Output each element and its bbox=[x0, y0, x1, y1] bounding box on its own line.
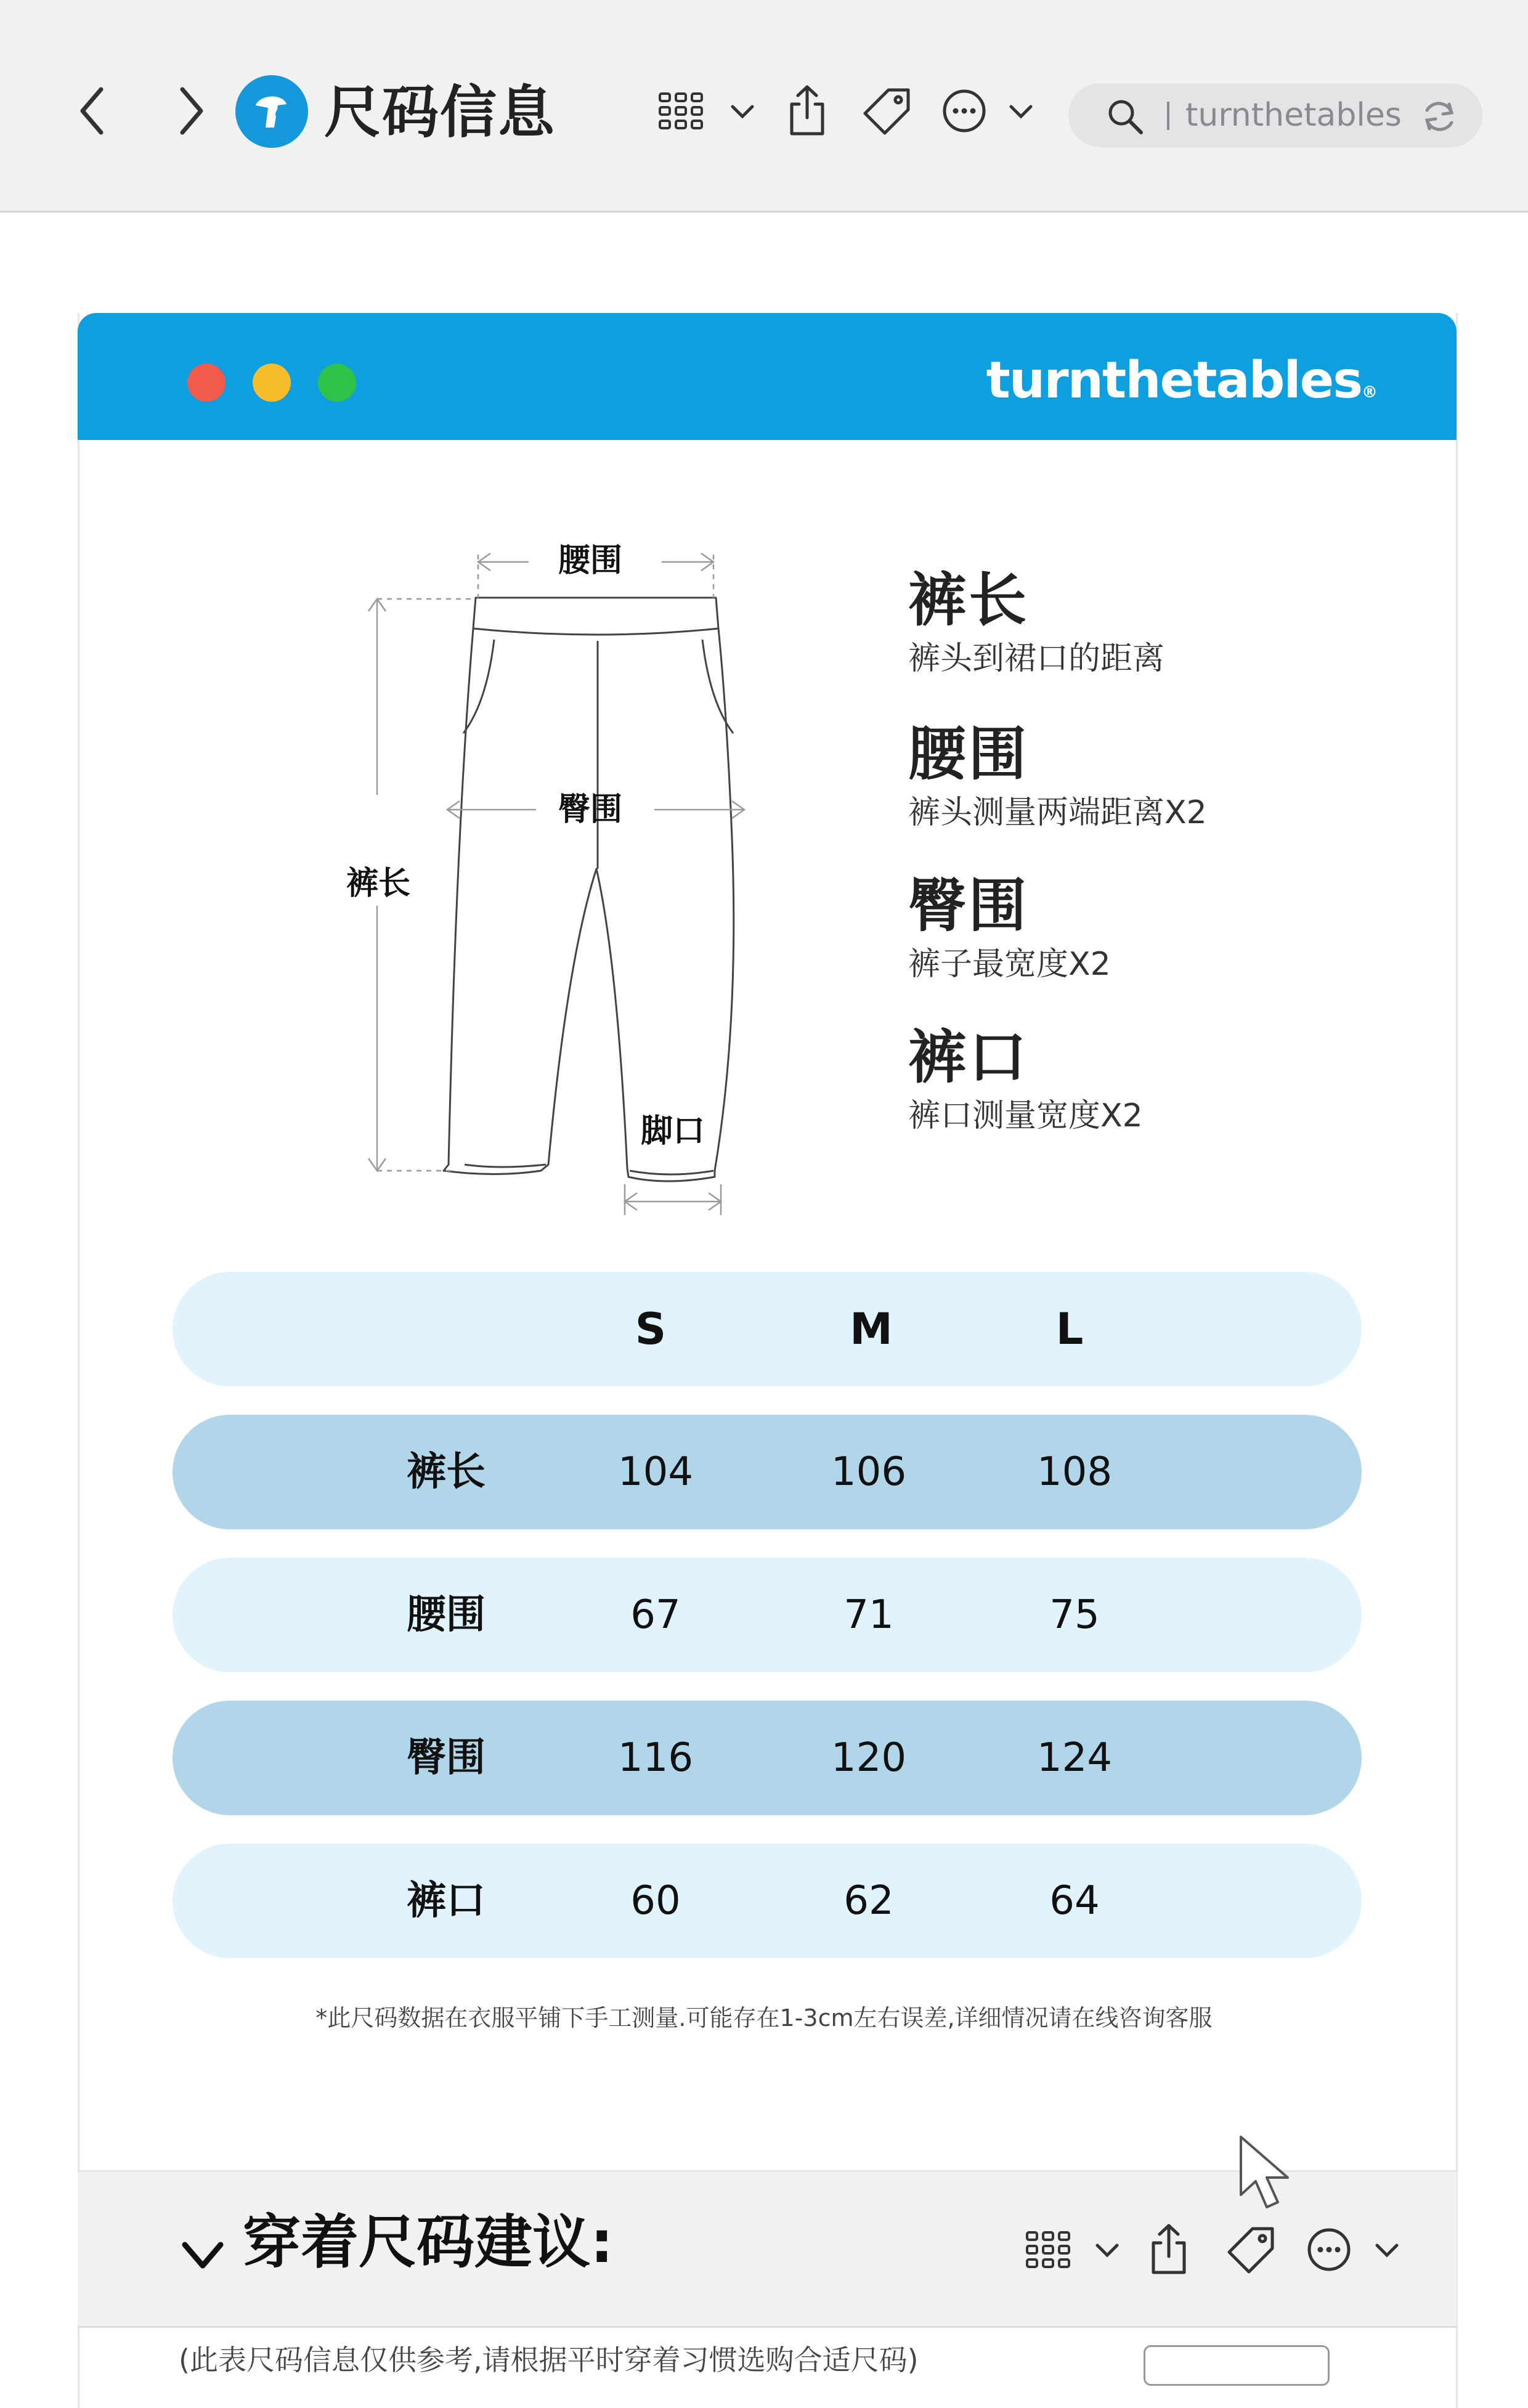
definition-desc: 裤子最宽度X2 bbox=[908, 946, 1111, 983]
table-row bbox=[173, 1701, 1362, 1815]
chevron-right-icon bbox=[173, 83, 209, 139]
grid-icon bbox=[656, 86, 705, 136]
more-dropdown[interactable] bbox=[1006, 80, 1036, 142]
definition-desc: 裤口测量宽度X2 bbox=[908, 1097, 1143, 1134]
definition-item bbox=[908, 1024, 1143, 1137]
share-icon bbox=[786, 83, 829, 139]
definition-item bbox=[908, 721, 1207, 834]
definition-desc: 裤头测量两端距离X2 bbox=[908, 794, 1207, 831]
share-button[interactable] bbox=[779, 80, 835, 142]
card-header bbox=[78, 313, 1457, 440]
back-button[interactable] bbox=[62, 80, 123, 142]
size-header-l: L bbox=[1055, 1304, 1084, 1354]
tag-button[interactable] bbox=[860, 80, 915, 142]
chevron-down-icon bbox=[1007, 102, 1034, 120]
grid-view-button[interactable] bbox=[1020, 2219, 1076, 2280]
definition-desc: 裤头到裙口的距离 bbox=[908, 640, 1165, 677]
chevron-down-icon bbox=[729, 102, 756, 120]
table-cell: 62 bbox=[843, 1878, 894, 1924]
search-field[interactable] bbox=[1068, 83, 1482, 147]
more-button[interactable] bbox=[1301, 2219, 1357, 2280]
table-row bbox=[173, 1844, 1362, 1958]
size-advice-text: (此表尺码信息仅供参考,请根据平时穿着习惯选购合适尺码) bbox=[179, 2343, 919, 2377]
definition-item bbox=[908, 567, 1164, 680]
grid-icon bbox=[1023, 2225, 1073, 2274]
definition-title: 裤口 bbox=[908, 1024, 1030, 1091]
table-cell: 104 bbox=[617, 1449, 694, 1495]
table-cell: 67 bbox=[630, 1592, 681, 1638]
tag-button[interactable] bbox=[1224, 2219, 1279, 2280]
table-cell: 75 bbox=[1049, 1592, 1100, 1638]
definition-item bbox=[908, 872, 1111, 986]
more-dropdown[interactable] bbox=[1372, 2219, 1402, 2280]
chevron-down-icon[interactable] bbox=[181, 2240, 224, 2271]
close-dot-icon bbox=[187, 364, 226, 402]
search-text: turnthetables bbox=[1185, 97, 1402, 134]
table-cell: 120 bbox=[831, 1735, 907, 1781]
brand-logo: turnthetables® bbox=[986, 351, 1376, 410]
mouse-cursor-icon bbox=[1236, 2133, 1304, 2213]
table-header-row bbox=[173, 1272, 1362, 1386]
table-cell: 124 bbox=[1036, 1735, 1113, 1781]
chevron-down-icon bbox=[1094, 2240, 1121, 2259]
row-label: 臀围 bbox=[407, 1735, 486, 1781]
table-cell: 64 bbox=[1049, 1878, 1100, 1924]
table-row bbox=[173, 1415, 1362, 1529]
table-cell: 71 bbox=[843, 1592, 894, 1638]
table-cell: 60 bbox=[630, 1878, 681, 1924]
top-toolbar bbox=[0, 0, 1528, 213]
share-icon bbox=[1147, 2222, 1190, 2277]
grid-view-button[interactable] bbox=[653, 80, 709, 142]
more-icon bbox=[940, 86, 989, 136]
app-logo-icon bbox=[235, 75, 308, 148]
search-icon bbox=[1105, 97, 1145, 136]
share-button[interactable] bbox=[1141, 2219, 1197, 2280]
length-label: 裤长 bbox=[346, 865, 411, 902]
chevron-left-icon bbox=[74, 83, 111, 139]
definition-title: 臀围 bbox=[908, 872, 1030, 940]
page-title: 尺码信息 bbox=[324, 79, 556, 145]
measurement-note: *此尺码数据在衣服平铺下手工测量.可能存在1-3cm左右误差,详细情况请在线咨询客服 bbox=[315, 2004, 1213, 2032]
maximize-dot-icon bbox=[318, 364, 356, 402]
more-icon bbox=[1304, 2225, 1354, 2274]
tag-icon bbox=[861, 85, 913, 137]
hip-label: 臀围 bbox=[558, 791, 623, 828]
tag-icon bbox=[1225, 2224, 1277, 2276]
definition-title: 腰围 bbox=[908, 721, 1030, 788]
mini-toolbar[interactable] bbox=[1144, 2345, 1330, 2386]
table-cell: 116 bbox=[617, 1735, 694, 1781]
table-cell: 108 bbox=[1036, 1449, 1113, 1495]
row-label: 裤长 bbox=[407, 1449, 486, 1495]
more-button[interactable] bbox=[937, 80, 992, 142]
table-row bbox=[173, 1558, 1362, 1672]
grid-view-dropdown[interactable] bbox=[727, 80, 758, 142]
forward-button[interactable] bbox=[160, 80, 222, 142]
row-label: 腰围 bbox=[407, 1592, 486, 1638]
refresh-icon[interactable] bbox=[1421, 99, 1458, 134]
table-cell: 106 bbox=[831, 1449, 907, 1495]
chevron-down-icon bbox=[1373, 2240, 1400, 2259]
row-label: 裤口 bbox=[407, 1878, 486, 1924]
size-header-m: M bbox=[850, 1304, 893, 1354]
definition-title: 裤长 bbox=[908, 567, 1030, 634]
minimize-dot-icon bbox=[253, 364, 291, 402]
size-header-s: S bbox=[635, 1304, 667, 1354]
section-title: 穿着尺码建议: bbox=[243, 2209, 614, 2276]
waist-label: 腰围 bbox=[558, 542, 623, 579]
grid-view-dropdown[interactable] bbox=[1092, 2219, 1123, 2280]
text-cursor bbox=[1167, 102, 1169, 130]
hem-label: 脚口 bbox=[641, 1113, 705, 1150]
